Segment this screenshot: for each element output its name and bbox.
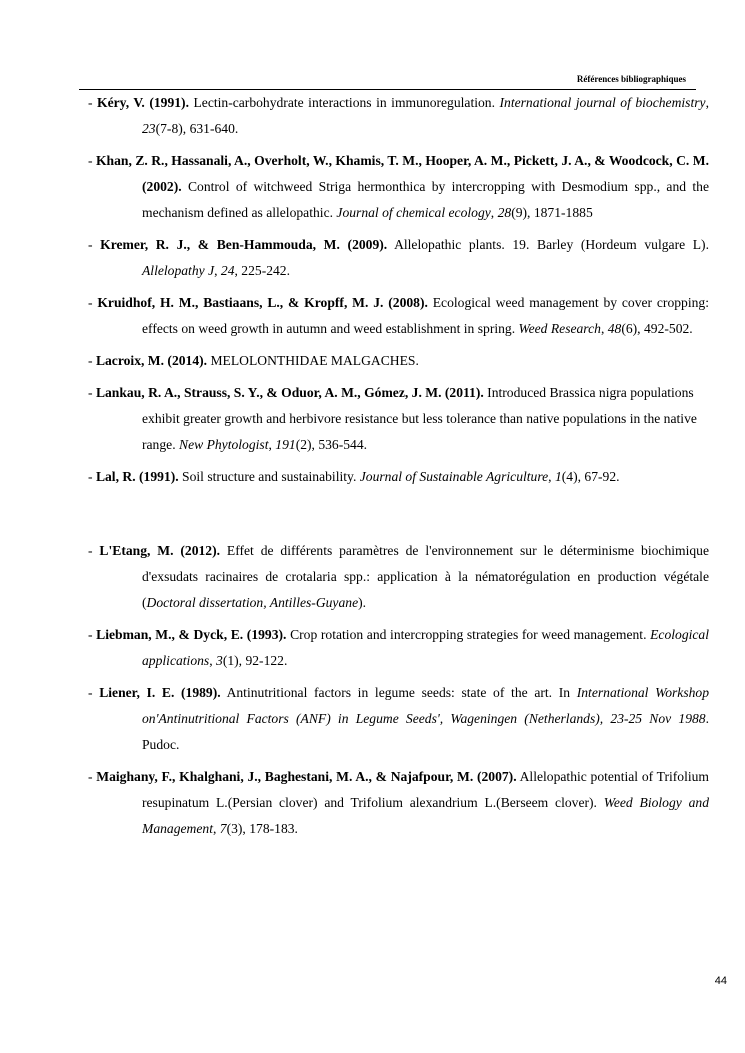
reference-details: (3), 178-183.: [226, 821, 298, 836]
reference-journal: Doctoral dissertation, Antilles-Guyane: [146, 595, 359, 610]
reference-journal: Journal of Sustainable Agriculture: [359, 469, 549, 484]
reference-volume: 1: [554, 469, 562, 484]
reference-entry: - L'Etang, M. (2012). Effet de différents paramètres de l'environnement sur le déterminisme biochimique d'exsudats racinaires de crotalaria spp.: application à la nématorégulation en production végétale (Doctoral dissertation, Antilles-Guyane).: [88, 543, 709, 610]
reference-title: Allelopathic plants. 19. Barley (Hordeum vulgare L).: [387, 237, 709, 252]
reference-volume: 48: [607, 321, 622, 336]
reference-details: (1), 92-122.: [222, 653, 288, 668]
page-number: 44: [714, 975, 727, 987]
reference-journal: Weed Research: [518, 321, 601, 336]
reference-authors: Lal, R. (1991).: [95, 469, 179, 484]
reference-authors: Kruidhof, H. M., Bastiaans, L., & Kropff, M. J. (2008).: [97, 295, 428, 310]
reference-journal: New Phytologist: [179, 437, 269, 452]
running-header: Références bibliographiques: [576, 74, 686, 84]
reference-details: (2), 536-544.: [295, 437, 368, 452]
reference-volume: 191: [275, 437, 296, 452]
reference-title: Introduced Brassica nigra populations exhibit greater growth and herbivore resistance but less tolerance than native populations in the native range.: [142, 385, 697, 452]
reference-title: Lectin-carbohydrate interactions in immunoregulation.: [188, 95, 500, 110]
reference-entry: - Liebman, M., & Dyck, E. (1993). Crop rotation and intercropping strategies for weed management. Ecological applications, 3(1), 92-122.: [88, 627, 709, 668]
reference-list: [88, 90, 709, 848]
reference-entry: - Kremer, R. J., & Ben-Hammouda, M. (2009). Allelopathic plants. 19. Barley (Hordeum vulgare L). Allelopathy J, 24, 225-242.: [88, 237, 709, 278]
reference-authors: Liebman, M., & Dyck, E. (1993).: [96, 627, 287, 642]
reference-details: , 225-242.: [234, 263, 291, 278]
reference-volume: 23: [142, 121, 156, 136]
reference-authors: Liener, I. E. (1989).: [99, 685, 221, 700]
reference-title: Allelopathic potential of Trifolium resupinatum L.(Persian clover) and Trifolium alexandrium L.(Berseem clover).: [142, 769, 710, 810]
reference-volume: 3: [216, 653, 223, 668]
reference-details: (6), 492-502.: [621, 321, 693, 336]
reference-title: Ecological weed management by cover cropping: effects on weed growth in autumn and weed establishment in spring.: [142, 295, 709, 336]
reference-entry: - Kruidhof, H. M., Bastiaans, L., & Kropff, M. J. (2008). Ecological weed management by cover cropping: effects on weed growth in autumn and weed establishment in spring. Weed Research, 48(6), 492-502.: [88, 295, 709, 336]
reference-entry: - Liener, I. E. (1989). Antinutritional factors in legume seeds: state of the art. In International Workshop on'Antinutritional Factors (ANF) in Legume Seeds', Wageningen (Netherlands), 23-25 Nov 1988. Pudoc.: [88, 685, 709, 752]
reference-authors: Maighany, F., Khalghani, J., Baghestani, M. A., & Najafpour, M. (2007).: [96, 769, 517, 784]
reference-volume: 24: [220, 263, 235, 278]
reference-entry: - Lankau, R. A., Strauss, S. Y., & Oduor, A. M., Gómez, J. M. (2011). Introduced Brassica nigra populations exhibit greater growth and herbivore resistance but less tolerance than native populations in the native range. New Phytologist, 191(2), 536-544.: [88, 385, 697, 452]
reference-entry: - Lal, R. (1991). Soil structure and sustainability. Journal of Sustainable Agriculture, 1(4), 67-92.: [88, 469, 620, 484]
reference-journal: International journal of biochemistry: [499, 95, 706, 110]
reference-details: (9), 1871-1885: [511, 205, 593, 220]
reference-entry: - Khan, Z. R., Hassanali, A., Overholt, W., Khamis, T. M., Hooper, A. M., Pickett, J. A., & Woodcock, C. M. (2002). Control of witchweed Striga hermonthica by intercropping with Desmodium spp., and the mechanism defined as allelopathic. Journal of chemical ecology, 28(9), 1871-1885: [88, 153, 709, 220]
reference-details: (4), 67-92.: [561, 469, 620, 484]
reference-title: MELOLONTHIDAE MALGACHES.: [207, 353, 419, 368]
reference-journal: Weed Biology and Management: [142, 795, 709, 836]
reference-authors: Lacroix, M. (2014).: [95, 353, 208, 368]
reference-authors: Khan, Z. R., Hassanali, A., Overholt, W., Khamis, T. M., Hooper, A. M., Pickett, J. A., & Woodcock, C. M. (2002).: [95, 153, 709, 194]
reference-journal: Journal of chemical ecology: [336, 205, 491, 220]
reference-title: Effet de différents paramètres de l'environnement sur le déterminisme biochimique d'exsudats racinaires de crotalaria spp.: application à la nématorégulation en production végétale (: [142, 543, 709, 610]
reference-title: Soil structure and sustainability.: [178, 469, 360, 484]
reference-entry: - Lacroix, M. (2014). MELOLONTHIDAE MALGACHES.: [88, 353, 419, 368]
reference-entry: - Maighany, F., Khalghani, J., Baghestani, M. A., & Najafpour, M. (2007). Allelopathic potential of Trifolium resupinatum L.(Persian clover) and Trifolium alexandrium L.(Berseem clover). Weed Biology and Management, 7(3), 178-183.: [88, 769, 710, 836]
reference-details: (7-8), 631-640.: [155, 121, 239, 136]
reference-volume: 28: [497, 205, 512, 220]
reference-authors: Lankau, R. A., Strauss, S. Y., & Oduor, A. M., Gómez, J. M. (2011).: [95, 385, 484, 400]
reference-journal: Ecological applications: [142, 627, 709, 668]
reference-journal: International Workshop on'Antinutritional Factors (ANF) in Legume Seeds', Wageningen (Netherlands), 23-25 Nov 1988: [142, 685, 709, 726]
reference-entry: - Kéry, V. (1991). Lectin-carbohydrate interactions in immunoregulation. International journal of biochemistry, 23(7-8), 631-640.: [88, 95, 709, 136]
reference-details: . Pudoc.: [142, 711, 709, 752]
reference-volume: 7: [219, 821, 227, 836]
reference-title: Control of witchweed Striga hermonthica by intercropping with Desmodium spp., and the mechanism defined as allelopathic.: [142, 179, 709, 220]
reference-authors: L'Etang, M. (2012).: [99, 543, 221, 558]
reference-journal: Allelopathy J: [142, 263, 215, 278]
reference-authors: Kremer, R. J., & Ben-Hammouda, M. (2009).: [100, 237, 388, 252]
reference-authors: Kéry, V. (1991).: [97, 95, 189, 110]
reference-details: ).: [358, 595, 367, 610]
reference-title: Antinutritional factors in legume seeds: state of the art. In: [220, 685, 577, 700]
reference-title: Crop rotation and intercropping strategies for weed management.: [286, 627, 651, 642]
